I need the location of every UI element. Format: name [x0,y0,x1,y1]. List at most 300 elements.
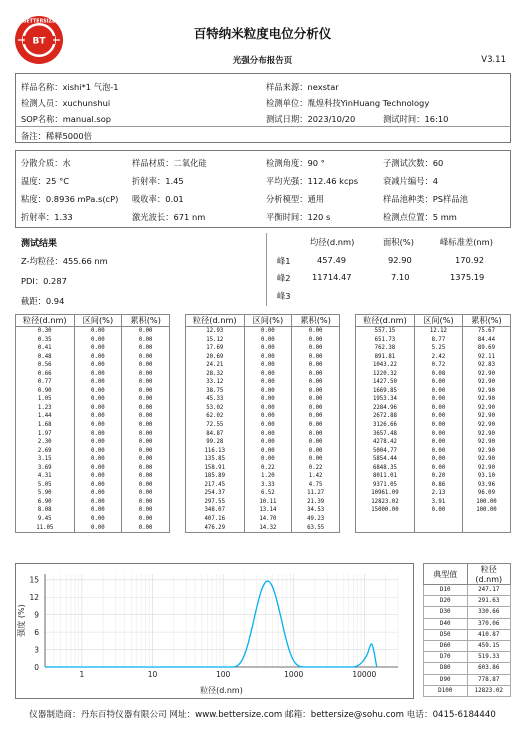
table-cell: 14.32 [244,524,292,533]
table-cell: 476.29 [186,524,245,533]
table-cell: 651.73 [356,336,415,345]
table-row [356,524,511,533]
table-cell: 9371.05 [356,481,415,490]
table-cell: 14.70 [244,515,292,524]
y-tick-label: 3 [34,645,39,655]
typical-cell: D90 [424,674,468,685]
table-cell: 0.00 [244,344,292,353]
table-cell: 62.02 [186,412,245,421]
table-cell: 5.25 [414,344,462,353]
table-cell: 0.00 [414,430,462,439]
table-row [16,481,170,490]
table-cell: 0.00 [122,455,170,464]
param-medium: 分散介质：水 [21,158,71,168]
table-cell: 0.00 [122,370,170,379]
peak-2-label: 峰2 [277,273,291,283]
table-row [186,472,340,481]
table-cell: 0.00 [292,438,340,447]
table-cell: 0.48 [16,353,75,362]
software-version: V3.11 [481,55,506,65]
table-cell: 0.00 [122,430,170,439]
table-row [16,506,170,515]
z-average: Z-均粒径：455.66 nm [21,256,108,266]
table-cell: 158.91 [186,464,245,473]
table-cell: 84.44 [462,336,510,345]
table-cell: 3.15 [16,455,75,464]
table-row [356,353,511,362]
table-cell: 0.56 [16,361,75,370]
table-cell: 92.90 [462,438,510,447]
table-row [186,464,340,473]
table-row [186,344,340,353]
table-cell: 93.96 [462,481,510,490]
table-cell: 185.89 [186,472,245,481]
col-size-header: 粒径(d.nm) [16,315,75,327]
table-cell: 0.35 [16,336,75,345]
table-cell: 0.00 [122,404,170,413]
table-row [186,524,340,533]
table-cell: 0.00 [292,455,340,464]
table-cell: 0.00 [74,472,122,481]
table-row [186,455,340,464]
table-cell: 0.00 [244,412,292,421]
table-cell: 8.08 [16,506,75,515]
table-cell: 0.00 [414,455,462,464]
table-cell: 0.00 [244,395,292,404]
distribution-table-1 [15,314,170,533]
table-cell: 6.90 [16,498,75,507]
table-cell: 0.00 [414,421,462,430]
table-cell: 0.00 [74,344,122,353]
table-cell: 6848.35 [356,464,415,473]
table-cell: 33.12 [186,378,245,387]
table-cell: 407.16 [186,515,245,524]
sop-name: SOP名称：manual.sop [21,114,112,124]
table-cell: 99.28 [186,438,245,447]
peak-2-mean: 11714.47 [312,272,352,282]
test-date: 测试日期：2023/10/20 [266,114,356,124]
table-cell: 0.00 [74,327,122,336]
sample-name: 样品名称：xishi*1 气泡-1 [21,82,119,92]
table-cell: 0.00 [122,327,170,336]
table-cell: 0.00 [244,327,292,336]
y-axis-label: 强度 (%) [17,604,26,637]
typical-cell: D60 [424,640,468,651]
table-cell: 297.55 [186,498,245,507]
table-cell: 0.00 [244,430,292,439]
typical-cell: 12823.02 [467,685,511,696]
table-row [356,489,511,498]
table-row [356,336,511,345]
table-row [356,481,511,490]
table-cell [462,515,510,524]
peak-1-area: 92.90 [388,255,412,265]
table-cell: 1.05 [16,395,75,404]
table-cell: 0.00 [244,447,292,456]
table-cell: 92.90 [462,464,510,473]
table-row [16,421,170,430]
table-row [186,489,340,498]
table-cell: 0.00 [292,361,340,370]
table-cell: 0.00 [292,447,340,456]
table-row [356,412,511,421]
table-row [16,395,170,404]
table-cell: 0.00 [414,438,462,447]
table-cell: 0.00 [122,387,170,396]
test-org: 检测单位：胤煌科技YinHuang Technology [266,98,430,108]
table-cell: 0.00 [122,378,170,387]
typical-cell: 459.15 [467,640,511,651]
y-tick-label: 15 [29,575,39,585]
peak-1-mean: 457.49 [317,255,347,265]
table-cell [414,515,462,524]
col-cumulative-header: 累积(%) [462,315,510,327]
x-tick-label: 10 [147,670,158,679]
table-cell [356,524,415,533]
x-axis-label: 粒径(d.nm) [200,686,243,695]
table-cell: 20.69 [186,353,245,362]
table-row [186,404,340,413]
table-cell [414,524,462,533]
table-row [186,395,340,404]
table-cell: 0.00 [74,412,122,421]
table-row [16,472,170,481]
typical-cell: D40 [424,618,468,629]
table-cell: 89.69 [462,344,510,353]
table-cell: 0.00 [122,361,170,370]
table-cell: 0.00 [122,336,170,345]
table-cell: 4.31 [16,472,75,481]
typical-header: 典型值 [424,564,468,585]
col-cumulative-header: 累积(%) [122,315,170,327]
typical-cell: D80 [424,663,468,674]
table-cell: 75.67 [462,327,510,336]
typical-row [424,674,511,685]
table-cell: 34.53 [292,506,340,515]
param-equilibration: 平衡时间：120 s [266,212,331,222]
table-row [186,506,340,515]
table-cell: 15000.00 [356,506,415,515]
typical-row [424,607,511,618]
table-row [16,464,170,473]
table-row [186,370,340,379]
table-cell: 0.00 [244,404,292,413]
table-row [186,353,340,362]
typical-row [424,596,511,607]
table-cell: 0.00 [414,387,462,396]
table-cell: 1.97 [16,430,75,439]
table-cell: 10961.09 [356,489,415,498]
table-cell: 0.00 [244,387,292,396]
param-subruns: 子测试次数：60 [383,158,444,168]
col-size-header: 粒径(d.nm) [186,315,245,327]
table-cell: 3.91 [414,498,462,507]
table-cell: 0.72 [414,361,462,370]
table-cell: 38.75 [186,387,245,396]
table-cell: 2.13 [414,489,462,498]
table-cell: 2.42 [414,353,462,362]
table-cell: 0.00 [122,506,170,515]
manufacturer-footer: 仪器制造商：丹东百特仪器有限公司 网址：www.bettersize.com 邮箱：bettersize@sohu.com 电话：0415-6184440 [29,710,496,720]
table-row [356,447,511,456]
table-cell: 1.44 [16,412,75,421]
typical-values-table [423,563,511,697]
table-cell: 5.05 [16,481,75,490]
table-cell: 0.22 [244,464,292,473]
param-avg-light: 平均光强：112.46 kcps [266,176,359,186]
table-cell: 0.00 [122,498,170,507]
typical-size-header: 粒径(d.nm) [467,564,511,585]
table-cell: 92.90 [462,412,510,421]
table-cell: 1220.32 [356,370,415,379]
table-cell: 0.00 [292,378,340,387]
table-cell: 0.22 [292,464,340,473]
table-cell: 0.00 [414,395,462,404]
sample-source: 样品来源：nexstar [266,82,339,92]
table-row [16,498,170,507]
table-cell: 1669.85 [356,387,415,396]
table-row [16,344,170,353]
table-cell: 0.00 [74,387,122,396]
table-cell: 5004.77 [356,447,415,456]
table-cell: 11.27 [292,489,340,498]
table-row [16,430,170,439]
typical-cell: D50 [424,629,468,640]
col-peak-mean: 均径(d.nm) [310,237,355,247]
table-cell: 13.14 [244,506,292,515]
table-cell: 0.00 [244,370,292,379]
table-row [186,361,340,370]
table-cell: 2672.88 [356,412,415,421]
table-cell: 92.90 [462,387,510,396]
table-cell: 0.00 [292,387,340,396]
table-cell: 0.00 [122,524,170,533]
col-interval-header: 区间(%) [74,315,122,327]
table-cell: 0.00 [292,404,340,413]
table-cell: 1.20 [244,472,292,481]
table-cell: 0.00 [74,438,122,447]
typical-row [424,618,511,629]
table-cell: 0.00 [414,447,462,456]
table-cell: 116.13 [186,447,245,456]
table-cell: 0.30 [16,327,75,336]
table-row [186,327,340,336]
typical-cell: D30 [424,607,468,618]
table-cell: 0.00 [74,336,122,345]
peak-3-label: 峰3 [277,291,291,301]
param-ri: 折射率：1.45 [132,176,184,186]
table-cell: 0.00 [292,395,340,404]
param-absorption: 吸收率：0.01 [132,194,184,204]
table-row [356,455,511,464]
table-row [186,498,340,507]
table-cell: 92.90 [462,370,510,379]
typical-cell: D10 [424,585,468,596]
table-row [356,421,511,430]
col-cumulative-header: 累积(%) [292,315,340,327]
col-peak-std: 峰标准差(nm) [440,237,494,247]
table-cell: 0.00 [244,336,292,345]
table-cell: 0.20 [414,472,462,481]
table-row [16,327,170,336]
table-cell: 12.12 [414,327,462,336]
table-row [186,481,340,490]
table-row [186,421,340,430]
table-row [16,447,170,456]
table-cell: 0.00 [74,489,122,498]
table-cell: 15.12 [186,336,245,345]
table-cell: 3126.66 [356,421,415,430]
results-heading: 测试结果 [21,239,58,249]
table-cell: 0.08 [414,370,462,379]
param-viscosity: 粘度：0.8936 mPa.s(cP) [21,194,119,204]
table-row [16,370,170,379]
table-cell: 0.00 [74,395,122,404]
table-row [16,412,170,421]
table-row [186,387,340,396]
table-cell: 12823.02 [356,498,415,507]
table-cell: 0.00 [292,353,340,362]
table-cell: 0.00 [74,404,122,413]
x-tick-label: 1 [79,670,85,679]
table-cell: 4.75 [292,481,340,490]
table-cell: 92.90 [462,455,510,464]
table-cell: 72.55 [186,421,245,430]
table-row [356,361,511,370]
table-cell: 0.00 [414,378,462,387]
tester: 检测人员：xuchunshui [21,98,111,108]
table-row [356,506,511,515]
param-cell: 样品池种类：PS样品池 [383,194,468,204]
typical-row [424,585,511,596]
table-cell: 0.00 [74,370,122,379]
table-cell: 0.00 [74,361,122,370]
param-position: 检测点位置：5 mm [383,212,457,222]
typical-row [424,629,511,640]
table-cell [356,515,415,524]
table-cell: 0.00 [244,353,292,362]
table-cell: 12.93 [186,327,245,336]
table-cell: 2.69 [16,447,75,456]
table-cell: 8011.01 [356,472,415,481]
table-cell: 0.00 [414,404,462,413]
intensity-series-line [45,581,377,667]
param-medium-ri: 折射率：1.33 [21,212,73,222]
table-cell: 0.66 [16,370,75,379]
intercept: 截距：0.94 [21,296,65,306]
table-cell: 0.41 [16,344,75,353]
table-cell: 0.90 [16,387,75,396]
table-cell: 84.87 [186,430,245,439]
table-cell: 0.00 [74,353,122,362]
table-cell: 0.00 [122,353,170,362]
table-row [16,524,170,533]
table-cell: 0.00 [122,438,170,447]
intensity-distribution-chart [15,563,414,699]
table-cell: 0.00 [122,472,170,481]
table-cell: 45.33 [186,395,245,404]
table-cell: 4278.42 [356,438,415,447]
table-cell: 6.52 [244,489,292,498]
table-row [16,515,170,524]
table-cell: 0.00 [74,464,122,473]
table-cell: 2284.96 [356,404,415,413]
table-cell: 96.09 [462,489,510,498]
table-cell: 0.00 [74,498,122,507]
table-cell: 0.00 [122,447,170,456]
table-row [186,336,340,345]
table-cell: 28.32 [186,370,245,379]
table-cell: 92.83 [462,361,510,370]
table-cell: 53.02 [186,404,245,413]
table-cell: 0.00 [74,447,122,456]
report-subtitle: 光强分布报告页 [232,56,293,66]
table-cell: 21.39 [292,498,340,507]
table-row [356,498,511,507]
table-cell: 0.00 [74,481,122,490]
param-model: 分析模型：通用 [266,194,325,204]
table-row [16,438,170,447]
typical-row [424,640,511,651]
table-cell: 0.77 [16,378,75,387]
typical-cell: 370.06 [467,618,511,629]
table-cell: 0.00 [74,430,122,439]
table-cell: 5.90 [16,489,75,498]
table-cell: 0.00 [292,430,340,439]
table-cell: 0.00 [74,455,122,464]
table-cell: 10.11 [244,498,292,507]
table-cell: 5854.44 [356,455,415,464]
table-cell: 92.90 [462,378,510,387]
table-cell: 0.00 [414,506,462,515]
logo-inner-text: BT [32,36,46,47]
param-material: 样品材质：二氧化硅 [132,158,207,168]
table-row [16,336,170,345]
typical-cell: 410.87 [467,629,511,640]
param-temperature: 温度：25 °C [21,176,70,186]
typical-cell: 291.63 [467,596,511,607]
table-cell: 0.00 [244,438,292,447]
table-cell: 0.00 [292,336,340,345]
table-cell: 93.10 [462,472,510,481]
table-cell: 0.00 [74,421,122,430]
table-cell: 0.00 [292,421,340,430]
table-cell: 254.37 [186,489,245,498]
table-row [16,361,170,370]
table-cell: 348.07 [186,506,245,515]
table-row [356,378,511,387]
table-cell: 92.90 [462,447,510,456]
table-cell: 24.21 [186,361,245,370]
param-wavelength: 激光波长：671 nm [132,212,206,222]
table-row [356,515,511,524]
typical-cell: 330.66 [467,607,511,618]
table-cell: 762.38 [356,344,415,353]
table-cell: 100.00 [462,498,510,507]
y-tick-label: 12 [29,593,39,603]
distribution-table-2 [185,314,340,533]
table-cell: 92.90 [462,430,510,439]
col-interval-header: 区间(%) [414,315,462,327]
table-cell: 92.11 [462,353,510,362]
table-cell: 0.00 [122,515,170,524]
col-interval-header: 区间(%) [244,315,292,327]
table-cell: 1953.34 [356,395,415,404]
table-cell: 0.00 [414,412,462,421]
table-cell: 217.45 [186,481,245,490]
typical-cell: D100 [424,685,468,696]
table-row [356,430,511,439]
